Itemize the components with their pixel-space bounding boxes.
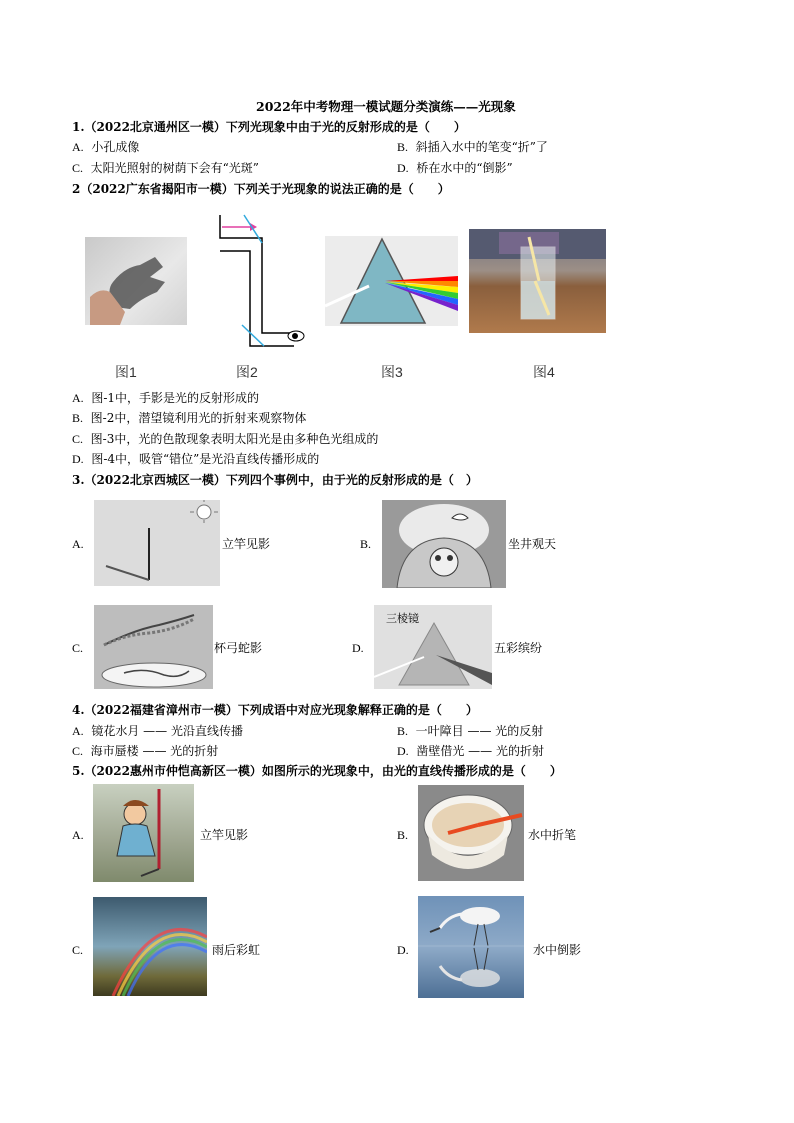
q5-option-c-label: 雨后彩虹 [212,943,261,957]
q4-option-a[interactable]: A. 镜花水月 —— 光沿直线传播 [72,724,243,738]
figure-3-prism-image [325,236,458,326]
q5-option-a-girl-pole-image [93,784,194,882]
q3-option-a-letter[interactable]: A. [72,537,84,551]
q3-option-b-letter[interactable]: B. [360,537,372,551]
q3-option-c-bow-snake-image [94,605,213,689]
figure-4-straw-in-glass-image [469,229,606,333]
q3-option-c-label: 杯弓蛇影 [214,641,263,655]
q3-option-b-frog-well-image [382,500,506,588]
figure-2-caption: 图2 [236,364,258,380]
question-4-stem: 4.（2022福建省漳州市一模）下列成语中对应光现象解释正确的是（ ） [72,703,478,717]
figure-1-hand-shadow-image [85,237,187,325]
q5-option-c-letter[interactable]: C. [72,943,84,957]
q3-option-a-pole-shadow-image [94,500,220,586]
q5-option-a-letter[interactable]: A. [72,828,84,842]
q3-option-a-label: 立竿见影 [222,537,271,551]
q5-option-a-label: 立竿见影 [200,828,249,842]
q2-option-d[interactable]: D. 图-4中，吸管“错位”是光沿直线传播形成的 [72,452,320,466]
q5-option-b-label: 水中折笔 [528,828,577,842]
q5-option-b-letter[interactable]: B. [397,828,409,842]
q2-option-b[interactable]: B. 图-2中，潜望镜利用光的折射来观察物体 [72,411,307,425]
q1-option-d[interactable]: D. 桥在水中的“倒影” [397,161,513,175]
q5-option-d-label: 水中倒影 [533,943,582,957]
q5-option-d-letter[interactable]: D. [397,943,409,957]
q2-option-a[interactable]: A. 图-1中，手影是光的反射形成的 [72,391,260,405]
figure-2-periscope-diagram [214,213,310,348]
q3-option-d-label: 五彩缤纷 [494,641,543,655]
question-1-stem: 1.（2022北京通州区一模）下列光现象中由于光的反射形成的是（ ） [72,120,466,134]
q3-prism-label: 三棱镜 [386,612,419,625]
question-5-stem: 5.（2022惠州市仲恺高新区一模）如图所示的光现象中，由光的直线传播形成的是（ ） [72,764,562,778]
q5-option-b-bowl-pencil-image [418,785,524,881]
q1-option-b[interactable]: B. 斜插入水中的笔变“折”了 [397,140,548,154]
q3-option-c-letter[interactable]: C. [72,641,84,655]
question-3-stem: 3.（2022北京西城区一模）下列四个事例中，由于光的反射形成的是（ ） [72,473,478,487]
q5-option-c-rainbow-image [93,897,207,996]
q5-option-d-heron-reflection-image [418,896,524,998]
figure-4-caption: 图4 [533,364,555,380]
q4-option-b[interactable]: B. 一叶障目 —— 光的反射 [397,724,544,738]
q1-option-a[interactable]: A. 小孔成像 [72,140,140,154]
figure-3-caption: 图3 [381,364,403,380]
figure-1-caption: 图1 [115,364,137,380]
q3-option-b-label: 坐井观天 [508,537,557,551]
page-title: 2022年中考物理一模试题分类演练——光现象 [256,99,516,114]
q2-option-c[interactable]: C. 图-3中，光的色散现象表明太阳光是由多种色光组成的 [72,432,379,446]
question-2-stem: 2（2022广东省揭阳市一模）下列关于光现象的说法正确的是（ ） [72,182,450,196]
q4-option-c[interactable]: C. 海市蜃楼 —— 光的折射 [72,744,219,758]
q4-option-d[interactable]: D. 凿壁借光 —— 光的折射 [397,744,544,758]
q1-option-c[interactable]: C. 太阳光照射的树荫下会有“光斑” [72,161,259,175]
q3-option-d-letter[interactable]: D. [352,641,364,655]
